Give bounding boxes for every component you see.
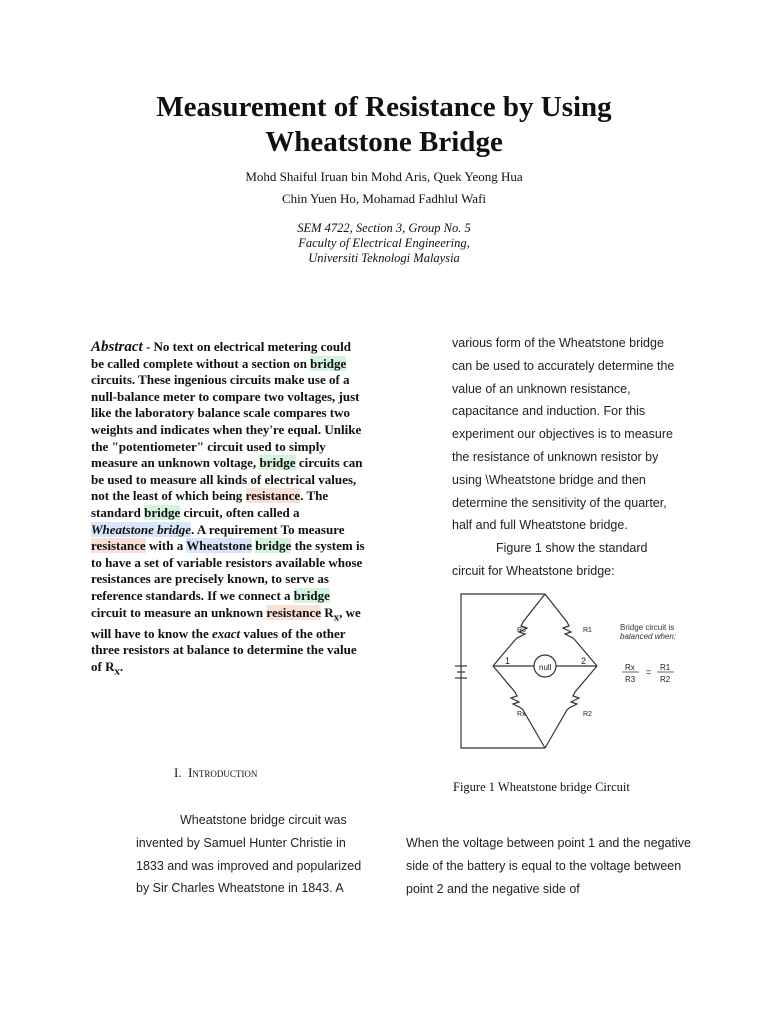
highlight-term: Wheatstone xyxy=(186,538,252,554)
abstract-text: with a xyxy=(145,538,187,554)
section-title: Introduction xyxy=(188,765,258,780)
highlight-term: Wheatstone bridge xyxy=(91,521,192,537)
abstract-text: . A requirement To measure xyxy=(191,521,345,537)
r2-label: R2 xyxy=(583,711,592,718)
r3-label: R3 xyxy=(517,627,526,634)
affiliation-line-1: SEM 4722, Section 3, Group No. 5 xyxy=(297,221,471,235)
highlight-term: bridge xyxy=(255,538,292,554)
abstract-text: . xyxy=(119,658,124,674)
section-heading xyxy=(174,765,257,781)
equation-equals: = xyxy=(646,667,652,677)
paper-title xyxy=(0,90,768,160)
node-1-label: 1 xyxy=(505,656,511,666)
abstract-text: circuit, often called a xyxy=(180,504,300,520)
figure-caption: Figure 1 Wheatstone bridge Circuit xyxy=(453,780,630,794)
abstract-text: . The standard xyxy=(91,488,329,520)
circuit-wires xyxy=(455,594,597,748)
title-line-1: Measurement of Resistance by Using xyxy=(156,91,612,123)
abstract xyxy=(91,339,365,680)
affiliation-line-3: Universiti Teknologi Malaysia xyxy=(308,251,460,265)
right-column xyxy=(452,332,682,583)
equation-r2: R2 xyxy=(660,675,671,684)
highlight-term: resistance xyxy=(91,538,146,554)
col2-paragraph-3: When the voltage between point 1 and the negative side of the battery is equal to the voltage between point 2 and the negative side of xyxy=(406,836,691,896)
abstract-text: values of the other three resistors at balance to determine the value of R xyxy=(91,625,357,674)
r1-label: R1 xyxy=(583,627,592,634)
equation-r1: R1 xyxy=(660,663,671,672)
resistor-r2 xyxy=(545,666,597,748)
abstract-text: circuits can be used to measure all kinds of electrical values, not the least of which being xyxy=(91,455,363,504)
col2-paragraph-2 xyxy=(452,537,682,583)
authors-line-1: Mohd Shaiful Iruan bin Mohd Aris, Quek Yeong Hua xyxy=(245,169,523,184)
col2-paragraph-2-text: Figure 1 show the standard circuit for Wheatstone bridge: xyxy=(452,541,648,578)
affiliation-line-2: Faculty of Electrical Engineering, xyxy=(298,236,470,250)
abstract-text: R xyxy=(321,604,334,620)
intro-text: Wheatstone bridge circuit was invented by Samuel Hunter Christie in 1833 and was improved and popularized by Sir Charles Wheatstone in 1843. A xyxy=(136,813,362,896)
title-line-2: Wheatstone Bridge xyxy=(265,126,503,158)
highlight-term: bridge xyxy=(144,504,181,520)
abstract-text: - No text on electrical metering could be called complete without a section on xyxy=(91,339,351,371)
highlight-term: resistance xyxy=(245,488,301,504)
wheatstone-bridge-figure xyxy=(455,588,690,758)
highlight-term: bridge xyxy=(259,455,296,471)
abstract-label: Abstract xyxy=(91,339,143,355)
equation-rx: Rx xyxy=(625,663,635,672)
col2-paragraph-1: various form of the Wheatstone bridge can be used to accurately determine the value of an unknown resistance, capacitance and induction. For this experiment our objectives is to measure the resistance of unknown resistor by using \Wheatstone bridge and then determine the sensitivity of the quarter, half and full Wheatstone bridge. xyxy=(452,336,675,533)
highlight-term: bridge xyxy=(310,355,347,371)
emphasis: exact xyxy=(211,625,241,641)
meter-label: null xyxy=(539,663,552,672)
intro-paragraph xyxy=(136,809,371,900)
authors-line-2: Chin Yuen Ho, Mohamad Fadhlul Wafi xyxy=(281,191,487,206)
subscript: x xyxy=(114,665,120,678)
rx-label: Rx xyxy=(517,711,526,718)
abstract-text: circuit to measure an unknown xyxy=(91,604,267,620)
highlight-term: bridge xyxy=(293,587,330,603)
subscript: x xyxy=(333,611,340,624)
equation-r3: R3 xyxy=(625,675,636,684)
section-number: I. xyxy=(174,765,182,780)
abstract-text: , we will have to know the xyxy=(91,604,361,641)
abstract-text: the system is to have a set of variable resistors available whose resistances are precisely known, to serve as reference standards. If we connect a xyxy=(91,538,365,603)
abstract-text: circuits. These ingenious circuits make use of a null-balance meter to compare two voltages, just like the laboratory balance scale compares two weights and indicates when they're equal. Unlike the "potentiometer" circuit used to simply measure an unknown voltage, xyxy=(91,372,362,471)
balance-note-2: balanced when: xyxy=(620,632,677,641)
resistor-rx xyxy=(493,666,545,748)
highlight-term: resistance xyxy=(266,604,322,620)
balance-note-1: Bridge circuit is xyxy=(620,623,675,632)
node-2-label: 2 xyxy=(581,656,587,666)
